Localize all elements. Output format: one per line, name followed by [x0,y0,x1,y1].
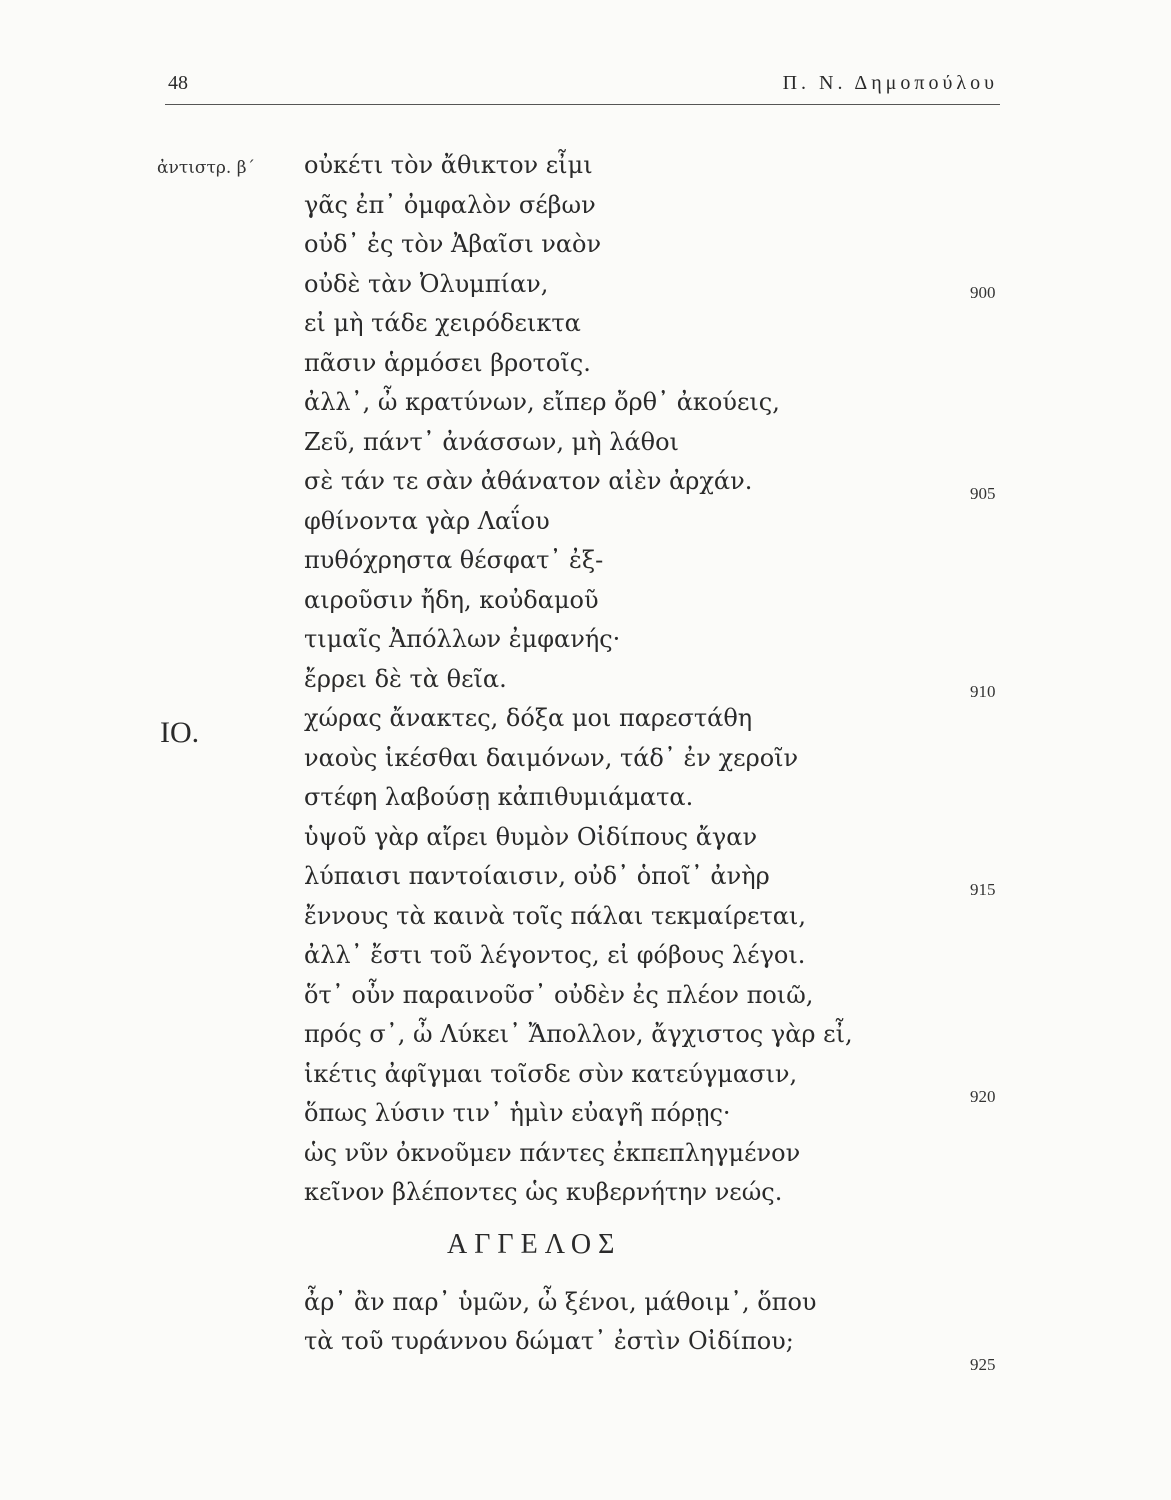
speaker-heading: ΑΓΓΕΛΟΣ [447,1228,622,1260]
verse-line: λύπαισι παντοίαισιν, οὐδ᾽ ὁποῖ᾽ ἀνὴρ [304,862,770,890]
verse-line: ὅτ᾽ οὖν παραινοῦσ᾽ οὐδὲν ἐς πλέον ποιῶ, [304,980,814,1009]
section-label: ἀντιστρ. β΄ [157,158,256,178]
verse-line: τιμαῖς Ἀπόλλων ἐμφανής· [304,625,621,653]
line-number: 920 [970,1087,996,1106]
line-number: 915 [970,880,996,899]
verse-line: αιροῦσιν ἤδη, κοὐδαμοῦ [304,585,599,614]
verse-line: οὐδὲ τὰν Ὀλυμπίαν, [304,269,549,298]
verse-line: πυθόχρηστα θέσφατ᾽ ἐξ- [304,546,604,574]
verse-line: ἀλλ᾽, ὦ κρατύνων, εἴπερ ὄρθ᾽ ἀκούεις, [304,388,780,416]
verse-line: κεῖνον βλέποντες ὡς κυβερνήτην νεώς. [304,1178,783,1206]
verse-line: χώρας ἄνακτες, δόξα μοι παρεστάθη [304,704,753,732]
line-number: 900 [970,283,996,302]
verse-line: ἔρρει δὲ τὰ θεῖα. [304,664,507,693]
verse-line: σὲ τάν τε σὰν ἀθάνατον αἰὲν ἀρχάν. [304,467,753,495]
verse-line: πᾶσιν ἁρμόσει βροτοῖς. [304,348,591,377]
verse-line: στέφη λαβούσῃ κἀπιθυμιάματα. [304,783,694,811]
verse-line: ἔννους τὰ καινὰ τοῖς πάλαι τεκμαίρεται, [304,901,806,930]
verse-line: ἀλλ᾽ ἔστι τοῦ λέγοντος, εἰ φόβους λέγοι. [304,941,806,969]
verse-line: τὰ τοῦ τυράννου δώματ᾽ ἐστὶν Οἰδίπου; [304,1327,794,1355]
verse-line: οὐδ᾽ ἐς τὸν Ἀβαῖσι ναὸν [304,230,602,258]
line-number: 905 [970,484,996,503]
verse-block [304,146,853,1362]
line-number: 925 [970,1355,996,1374]
page-number: 48 [168,72,188,94]
verse-line: πρός σ᾽, ὦ Λύκει᾽ Ἄπολλον, ἄγχιστος γὰρ εἶ, [304,1020,853,1048]
running-head: Π. Ν. Δημοπούλου [782,72,998,94]
margin-mark: ΙΟ. [160,716,200,749]
verse-line: ὡς νῦν ὀκνοῦμεν πάντες ἐκπεπληγμένον [304,1138,801,1167]
verse-line: φθίνοντα γὰρ Λαΐου [304,506,550,535]
verse-line: ὅπως λύσιν τιν᾽ ἡμὶν εὐαγῆ πόρῃς· [304,1099,731,1127]
verse-line: γᾶς ἐπ᾽ ὀμφαλὸν σέβων [304,190,596,219]
verse-line: ναοὺς ἱκέσθαι δαιμόνων, τάδ᾽ ἐν χεροῖν [304,743,799,772]
verse-line: εἰ μὴ τάδε χειρόδεικτα [304,309,581,337]
page-header [165,72,1000,105]
line-number: 910 [970,682,996,701]
verse-line: ἱκέτις ἀφῖγμαι τοῖσδε σὺν κατεύγμασιν, [304,1059,798,1088]
verse-line: ὑψοῦ γὰρ αἴρει θυμὸν Οἰδίπους ἄγαν [304,822,758,851]
verse-line: οὐκέτι τὸν ἄθικτον εἶμι [304,151,593,179]
verse-line: Ζεῦ, πάντ᾽ ἀνάσσων, μὴ λάθοι [304,427,679,456]
verse-line: ἆρ᾽ ἂν παρ᾽ ὑμῶν, ὦ ξένοι, μάθοιμ᾽, ὅπου [304,1287,817,1316]
